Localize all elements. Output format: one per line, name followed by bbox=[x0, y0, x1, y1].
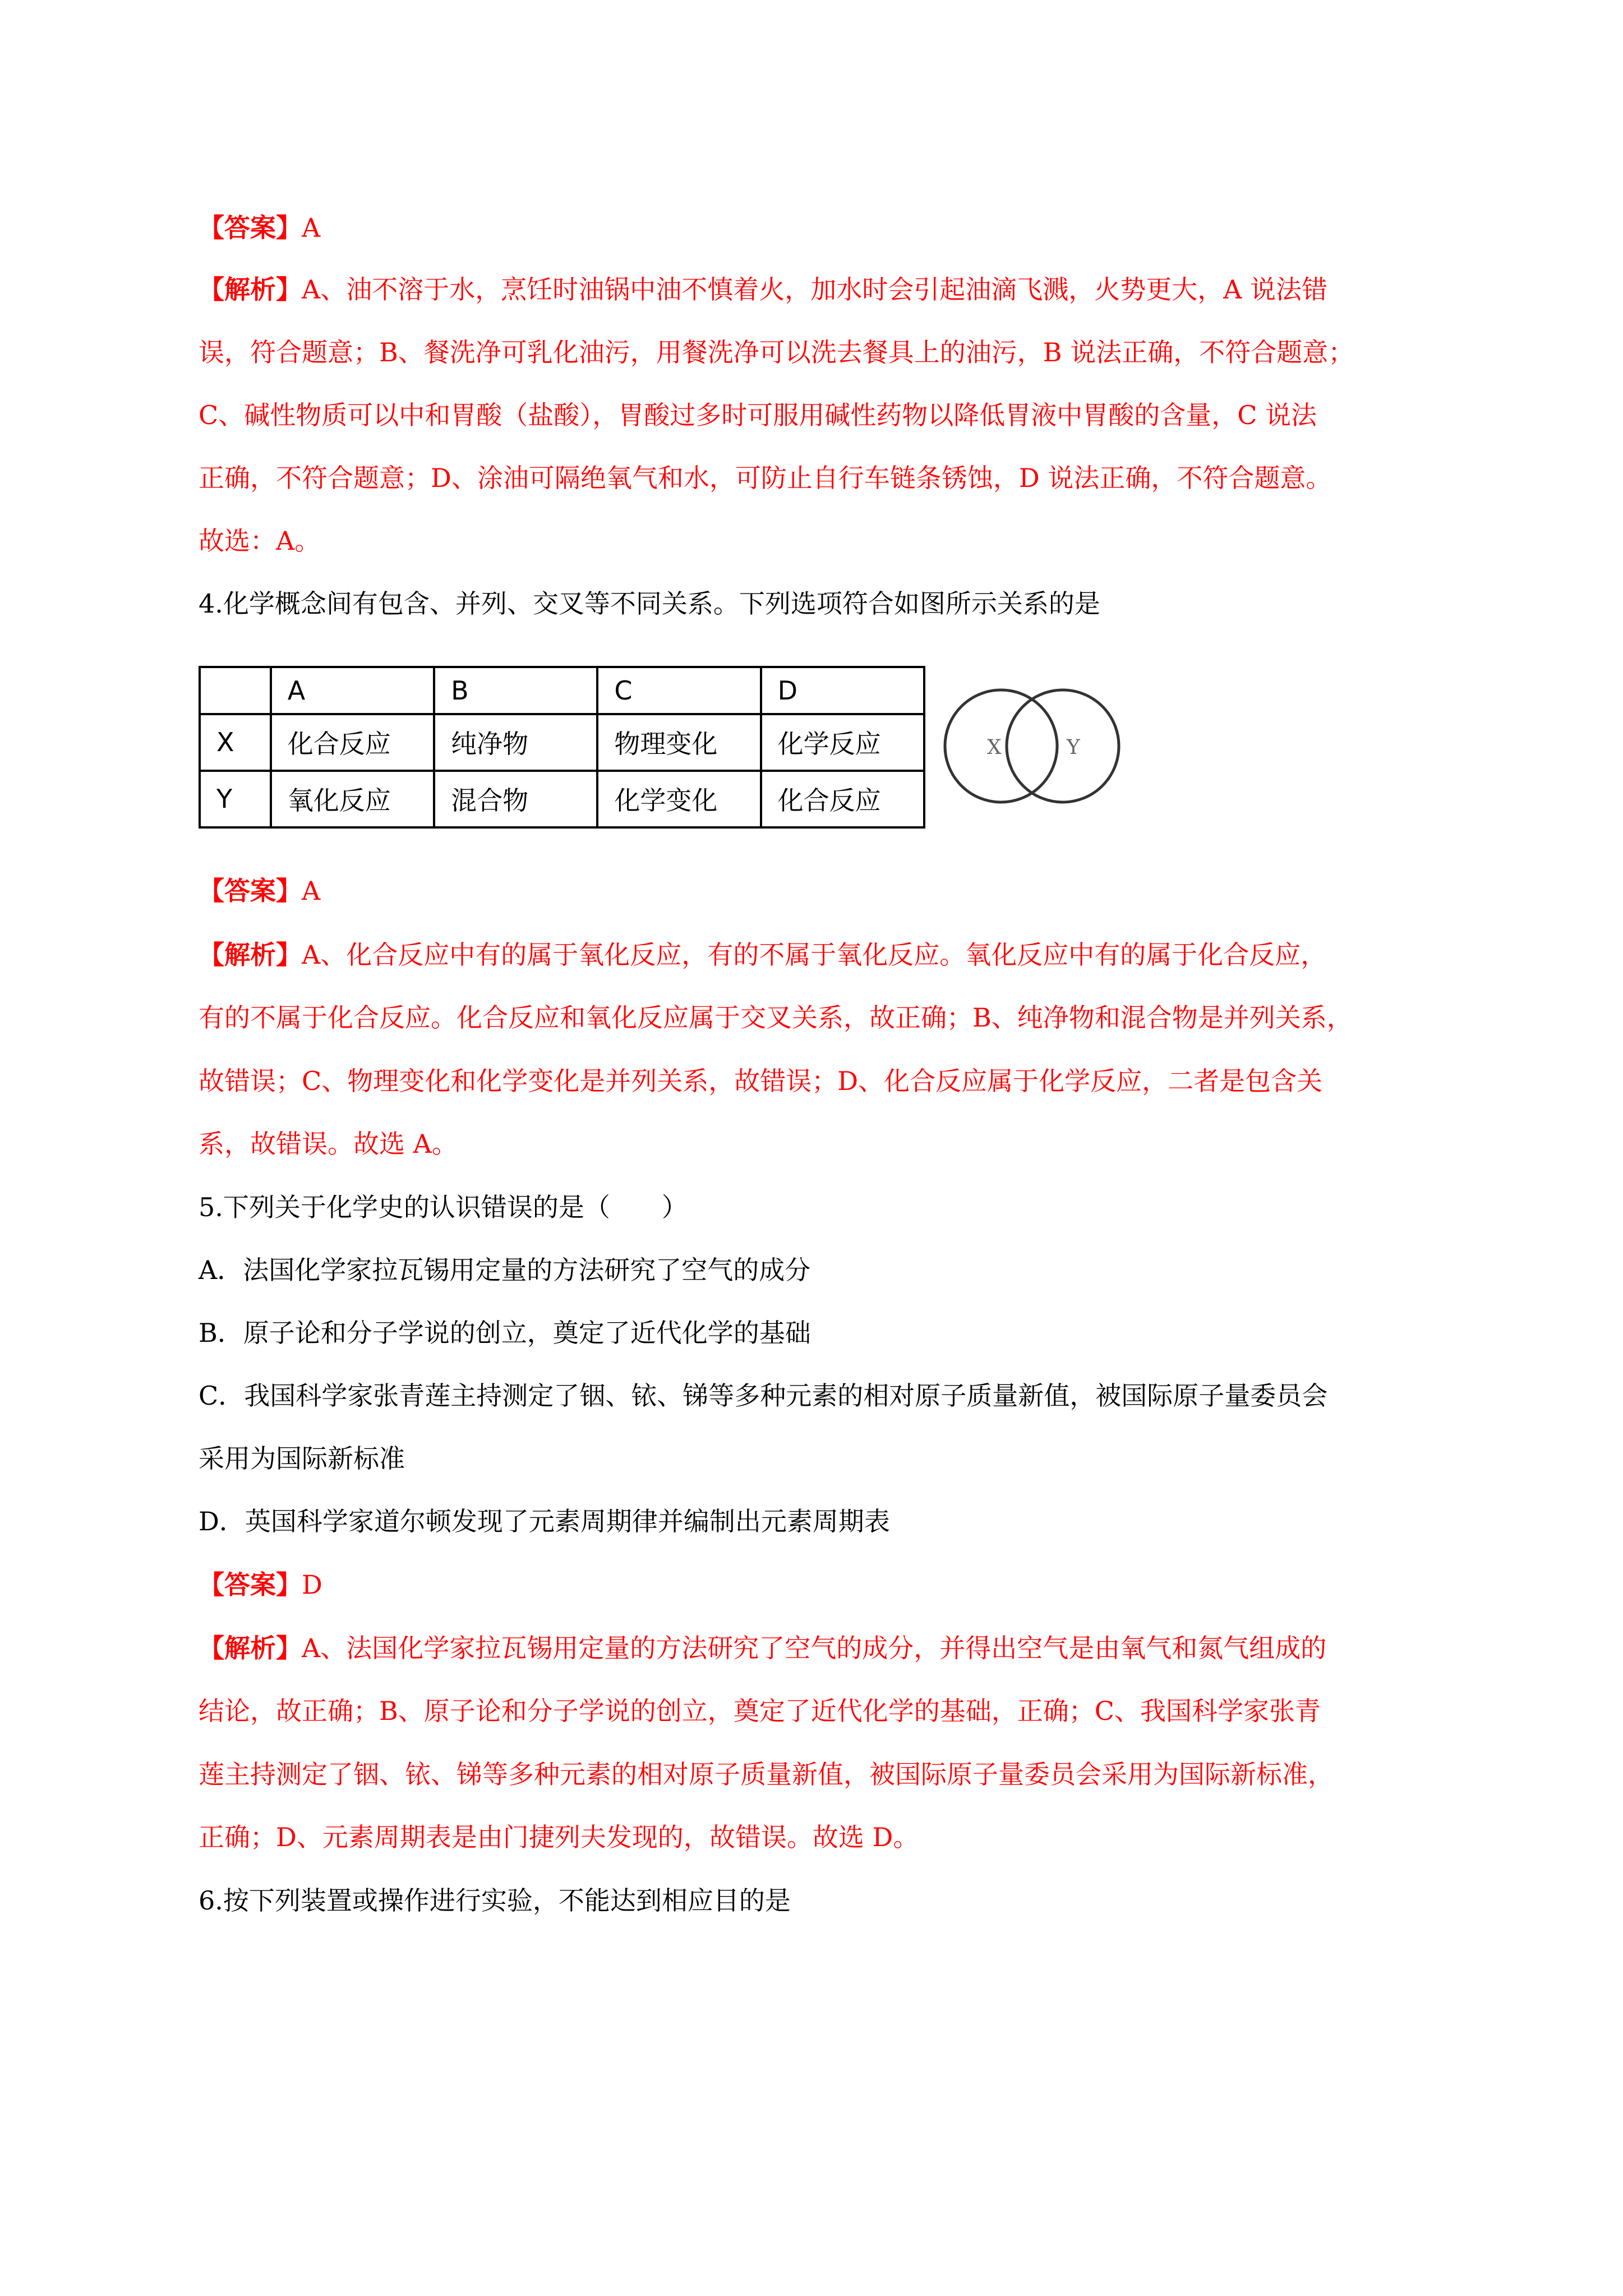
q5-answer bbox=[199, 1568, 322, 1602]
answer-value: A bbox=[302, 876, 321, 906]
q5-option-c-line-1: C．我国科学家张青莲主持测定了铟、铱、锑等多种元素的相对原子质量新值，被国际原子量委员会 bbox=[199, 1381, 1328, 1411]
venn-label-y: Y bbox=[1067, 736, 1080, 759]
table-cell bbox=[200, 667, 271, 714]
table-row bbox=[200, 771, 924, 827]
q4-analysis-line-3: 故错误；C、物理变化和化学变化是并列关系，故错误；D、化合反应属于化学反应，二者是包含关 bbox=[199, 1066, 1323, 1096]
analysis-text: A、油不溶于水，烹饪时油锅中油不慎着火，加水时会引起油滴飞溅，火势更大，A 说法错 bbox=[302, 274, 1328, 305]
table-cell: B bbox=[434, 667, 597, 714]
q5-option-c-line-2: 采用为国际新标准 bbox=[199, 1443, 405, 1474]
q5-option-b: B．原子论和分子学说的创立，奠定了近代化学的基础 bbox=[199, 1318, 811, 1348]
q3-analysis-line-5: 故选：A。 bbox=[199, 526, 321, 556]
q4-analysis-line-1 bbox=[199, 938, 1326, 972]
answer-value: D bbox=[302, 1570, 322, 1600]
table-cell: D bbox=[761, 667, 924, 714]
table-cell: 化合反应 bbox=[761, 771, 924, 827]
q5-analysis-line-1 bbox=[199, 1631, 1326, 1665]
q4-analysis-line-2: 有的不属于化合反应。化合反应和氧化反应属于交叉关系，故正确；B、纯净物和混合物是并列关系， bbox=[199, 1002, 1353, 1033]
table-cell: 化学反应 bbox=[761, 714, 924, 771]
q4-stem: 4.化学概念间有包含、并列、交叉等不同关系。下列选项符合如图所示关系的是 bbox=[199, 588, 1100, 619]
q5-option-a: A．法国化学家拉瓦锡用定量的方法研究了空气的成分 bbox=[199, 1255, 811, 1285]
q3-analysis-line-1 bbox=[199, 273, 1327, 306]
q4-options-table bbox=[199, 666, 925, 829]
q3-analysis-line-4: 正确，不符合题意；D、涂油可隔绝氧气和水，可防止自行车链条锈蚀，D 说法正确，不符合题意。 bbox=[199, 463, 1332, 493]
table-cell: 物理变化 bbox=[597, 714, 760, 771]
answer-tag: 【答案】 bbox=[199, 1570, 302, 1600]
q3-analysis-line-2: 误，符合题意；B、餐洗净可乳化油污，用餐洗净可以洗去餐具上的油污，B 说法正确，不符合题意； bbox=[199, 337, 1354, 367]
answer-value: A bbox=[302, 213, 321, 243]
q5-stem: 5.下列关于化学史的认识错误的是（ ） bbox=[199, 1192, 688, 1222]
venn-circle-y bbox=[1007, 690, 1119, 802]
table-cell: C bbox=[597, 667, 760, 714]
q4-analysis-line-4: 系，故错误。故选 A。 bbox=[199, 1129, 458, 1159]
table-cell: Y bbox=[200, 771, 271, 827]
table-cell: 混合物 bbox=[434, 771, 597, 827]
q4-answer bbox=[199, 874, 320, 908]
analysis-tag: 【解析】 bbox=[199, 940, 302, 970]
table-cell: 化学变化 bbox=[597, 771, 760, 827]
q3-analysis-line-3: C、碱性物质可以中和胃酸（盐酸），胃酸过多时可服用碱性药物以降低胃液中胃酸的含量，C 说法 bbox=[199, 400, 1317, 430]
analysis-tag: 【解析】 bbox=[199, 1633, 302, 1663]
table-header-row bbox=[200, 667, 924, 714]
table-cell: 氧化反应 bbox=[271, 771, 434, 827]
analysis-text: A、法国化学家拉瓦锡用定量的方法研究了空气的成分，并得出空气是由氧气和氮气组成的 bbox=[302, 1633, 1327, 1663]
answer-tag: 【答案】 bbox=[199, 213, 302, 243]
table-cell: 化合反应 bbox=[271, 714, 434, 771]
q5-analysis-line-4: 正确；D、元素周期表是由门捷列夫发现的，故错误。故选 D。 bbox=[199, 1822, 919, 1852]
table-cell: 纯净物 bbox=[434, 714, 597, 771]
q3-answer bbox=[199, 211, 320, 245]
analysis-text: A、化合反应中有的属于氧化反应，有的不属于氧化反应。氧化反应中有的属于化合反应， bbox=[302, 940, 1327, 970]
table-cell: X bbox=[200, 714, 271, 771]
venn-diagram bbox=[942, 679, 1133, 813]
answer-tag: 【答案】 bbox=[199, 876, 302, 906]
table-cell: A bbox=[271, 667, 434, 714]
analysis-tag: 【解析】 bbox=[199, 274, 302, 305]
table-row bbox=[200, 714, 924, 771]
q5-analysis-line-3: 莲主持测定了铟、铱、锑等多种元素的相对原子质量新值，被国际原子量委员会采用为国际新标准， bbox=[199, 1759, 1334, 1789]
venn-label-x: X bbox=[987, 736, 1002, 759]
q5-option-d: D．英国科学家道尔顿发现了元素周期律并编制出元素周期表 bbox=[199, 1506, 890, 1536]
q6-stem: 6.按下列装置或操作进行实验，不能达到相应目的是 bbox=[199, 1885, 791, 1916]
q5-analysis-line-2: 结论，故正确；B、原子论和分子学说的创立，奠定了近代化学的基础，正确；C、我国科学家张青 bbox=[199, 1696, 1321, 1726]
